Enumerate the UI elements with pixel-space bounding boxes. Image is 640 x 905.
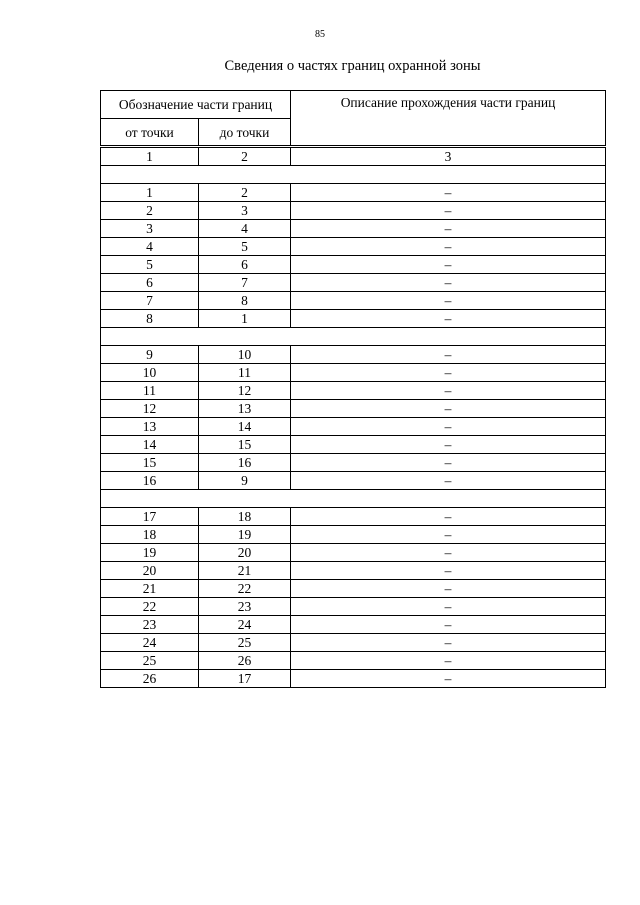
to-point-cell: 1 xyxy=(199,310,291,328)
description-cell: – xyxy=(291,382,606,400)
table-row xyxy=(101,544,606,562)
to-point-cell: 21 xyxy=(199,562,291,580)
description-cell: – xyxy=(291,400,606,418)
table-row xyxy=(101,382,606,400)
to-point-cell: 6 xyxy=(199,256,291,274)
table-row xyxy=(101,310,606,328)
column-number-3: 3 xyxy=(291,148,606,166)
description-cell: – xyxy=(291,472,606,490)
from-point-cell: 17 xyxy=(101,508,199,526)
designation-header: Обозначение части границ xyxy=(101,91,291,119)
to-point-cell: 7 xyxy=(199,274,291,292)
description-cell: – xyxy=(291,544,606,562)
column-number-row xyxy=(101,148,606,166)
to-point-header: до точки xyxy=(199,119,291,146)
description-cell: – xyxy=(291,598,606,616)
table-row xyxy=(101,436,606,454)
from-point-cell: 14 xyxy=(101,436,199,454)
description-cell: – xyxy=(291,562,606,580)
to-point-cell: 13 xyxy=(199,400,291,418)
to-point-cell: 24 xyxy=(199,616,291,634)
description-cell: – xyxy=(291,238,606,256)
from-point-cell: 23 xyxy=(101,616,199,634)
to-point-cell: 25 xyxy=(199,634,291,652)
from-point-cell: 18 xyxy=(101,526,199,544)
from-point-cell: 25 xyxy=(101,652,199,670)
group-separator-row xyxy=(101,166,606,184)
description-cell: – xyxy=(291,310,606,328)
to-point-cell: 15 xyxy=(199,436,291,454)
from-point-cell: 13 xyxy=(101,418,199,436)
table-row xyxy=(101,508,606,526)
to-point-cell: 9 xyxy=(199,472,291,490)
from-point-cell: 24 xyxy=(101,634,199,652)
description-cell: – xyxy=(291,634,606,652)
from-point-cell: 11 xyxy=(101,382,199,400)
table-row xyxy=(101,292,606,310)
from-point-cell: 15 xyxy=(101,454,199,472)
table-row xyxy=(101,346,606,364)
to-point-cell: 16 xyxy=(199,454,291,472)
description-cell: – xyxy=(291,670,606,688)
to-point-cell: 18 xyxy=(199,508,291,526)
description-cell: – xyxy=(291,436,606,454)
to-point-cell: 20 xyxy=(199,544,291,562)
description-cell: – xyxy=(291,184,606,202)
to-point-cell: 19 xyxy=(199,526,291,544)
from-point-cell: 12 xyxy=(101,400,199,418)
to-point-cell: 12 xyxy=(199,382,291,400)
column-number-2: 2 xyxy=(199,148,291,166)
table-row xyxy=(101,256,606,274)
description-cell: – xyxy=(291,292,606,310)
to-point-cell: 23 xyxy=(199,598,291,616)
table-row xyxy=(101,454,606,472)
description-cell: – xyxy=(291,256,606,274)
table-header-row xyxy=(101,91,606,119)
description-header: Описание прохождения части границ xyxy=(291,91,606,146)
from-point-cell: 10 xyxy=(101,364,199,382)
from-point-cell: 3 xyxy=(101,220,199,238)
description-cell: – xyxy=(291,454,606,472)
from-point-cell: 21 xyxy=(101,580,199,598)
page-number: 85 xyxy=(315,29,325,40)
to-point-cell: 8 xyxy=(199,292,291,310)
from-point-cell: 1 xyxy=(101,184,199,202)
from-point-cell: 19 xyxy=(101,544,199,562)
group-separator-cell xyxy=(101,490,606,508)
table-row xyxy=(101,274,606,292)
from-point-cell: 6 xyxy=(101,274,199,292)
description-cell: – xyxy=(291,616,606,634)
to-point-cell: 4 xyxy=(199,220,291,238)
table-row xyxy=(101,598,606,616)
to-point-cell: 3 xyxy=(199,202,291,220)
description-cell: – xyxy=(291,652,606,670)
table-row xyxy=(101,526,606,544)
group-separator-cell xyxy=(101,166,606,184)
to-point-cell: 2 xyxy=(199,184,291,202)
to-point-cell: 14 xyxy=(199,418,291,436)
description-cell: – xyxy=(291,508,606,526)
description-cell: – xyxy=(291,346,606,364)
column-number-1: 1 xyxy=(101,148,199,166)
group-separator-row xyxy=(101,490,606,508)
page-title: Сведения о частях границ охранной зоны xyxy=(224,58,481,74)
description-cell: – xyxy=(291,220,606,238)
description-cell: – xyxy=(291,526,606,544)
boundary-parts-table xyxy=(100,90,606,688)
table-row xyxy=(101,418,606,436)
table-row xyxy=(101,670,606,688)
group-separator-row xyxy=(101,328,606,346)
description-cell: – xyxy=(291,202,606,220)
from-point-cell: 4 xyxy=(101,238,199,256)
table-row xyxy=(101,184,606,202)
from-point-header: от точки xyxy=(101,119,199,146)
table-row xyxy=(101,364,606,382)
from-point-cell: 7 xyxy=(101,292,199,310)
table-row xyxy=(101,580,606,598)
to-point-cell: 11 xyxy=(199,364,291,382)
to-point-cell: 22 xyxy=(199,580,291,598)
table-row xyxy=(101,202,606,220)
to-point-cell: 10 xyxy=(199,346,291,364)
table-row xyxy=(101,472,606,490)
to-point-cell: 26 xyxy=(199,652,291,670)
table-row xyxy=(101,220,606,238)
from-point-cell: 26 xyxy=(101,670,199,688)
description-cell: – xyxy=(291,274,606,292)
from-point-cell: 22 xyxy=(101,598,199,616)
table-row xyxy=(101,634,606,652)
to-point-cell: 5 xyxy=(199,238,291,256)
table-row xyxy=(101,652,606,670)
from-point-cell: 8 xyxy=(101,310,199,328)
from-point-cell: 2 xyxy=(101,202,199,220)
table-row xyxy=(101,400,606,418)
table-row xyxy=(101,616,606,634)
description-cell: – xyxy=(291,418,606,436)
description-cell: – xyxy=(291,580,606,598)
from-point-cell: 16 xyxy=(101,472,199,490)
from-point-cell: 5 xyxy=(101,256,199,274)
table-row xyxy=(101,562,606,580)
table-row xyxy=(101,238,606,256)
from-point-cell: 20 xyxy=(101,562,199,580)
group-separator-cell xyxy=(101,328,606,346)
description-cell: – xyxy=(291,364,606,382)
to-point-cell: 17 xyxy=(199,670,291,688)
from-point-cell: 9 xyxy=(101,346,199,364)
